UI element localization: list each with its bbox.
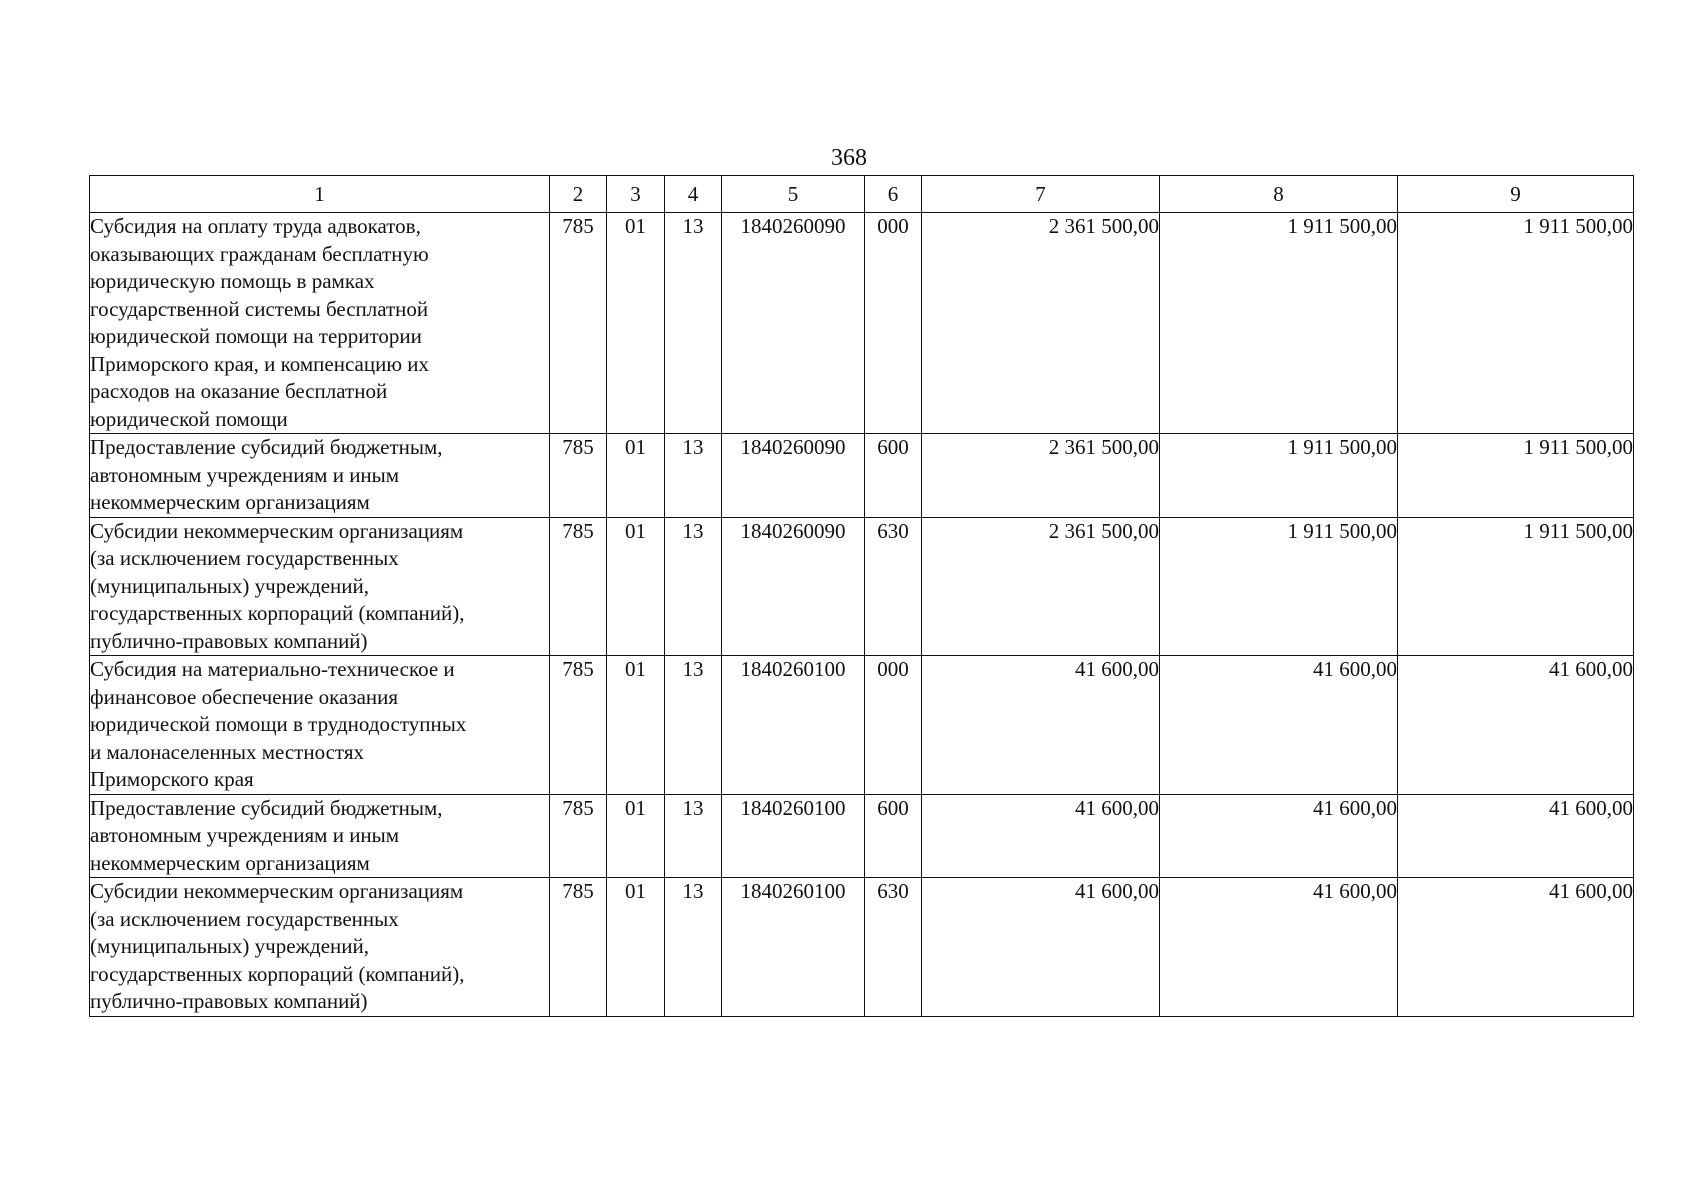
amount-8-cell: 1 911 500,00 <box>1160 517 1398 656</box>
amount-7-cell: 41 600,00 <box>922 656 1160 795</box>
code-2-cell: 785 <box>550 656 607 795</box>
amount-9-cell: 41 600,00 <box>1398 656 1634 795</box>
amount-8-cell: 41 600,00 <box>1160 878 1398 1017</box>
row-name-line: государственных корпораций (компаний), <box>90 601 465 625</box>
row-name-cell <box>90 213 550 434</box>
code-6-cell: 600 <box>865 794 922 878</box>
header-row <box>90 176 1634 213</box>
row-name-line: финансовое обеспечение оказания <box>90 684 399 709</box>
row-name-line: юридическую помощь в рамках <box>90 269 375 293</box>
code-3-cell: 01 <box>607 213 665 434</box>
row-name-line: Субсидии некоммерческим организациям <box>90 879 464 903</box>
amount-8-cell: 1 911 500,00 <box>1160 213 1398 434</box>
row-name-line: Предоставление субсидий бюджетным, <box>90 795 443 820</box>
row-name-cell <box>90 434 550 518</box>
code-5-cell: 1840260100 <box>722 878 865 1017</box>
row-name-line: юридической помощи <box>90 406 288 431</box>
amount-9-cell: 41 600,00 <box>1398 878 1634 1017</box>
code-6-cell: 630 <box>865 517 922 656</box>
code-2-cell: 785 <box>550 434 607 518</box>
header-cell: 8 <box>1160 176 1398 213</box>
row-name-line: юридической помощи в труднодоступных <box>90 712 467 736</box>
amount-9-cell: 41 600,00 <box>1398 794 1634 878</box>
code-4-cell: 13 <box>665 213 722 434</box>
code-2-cell: 785 <box>550 213 607 434</box>
row-name-line: некоммерческим организациям <box>90 490 370 514</box>
row-name-line: Предоставление субсидий бюджетным, <box>90 435 443 459</box>
header-cell: 2 <box>550 176 607 213</box>
amount-7-cell: 2 361 500,00 <box>922 213 1160 434</box>
row-name-line: (муниципальных) учреждений, <box>90 934 369 958</box>
row-name-cell <box>90 517 550 656</box>
code-2-cell: 785 <box>550 878 607 1017</box>
header-cell: 9 <box>1398 176 1634 213</box>
header-cell: 1 <box>90 176 550 213</box>
row-name-cell <box>90 878 550 1017</box>
row-name-line: публично-правовых компаний) <box>90 628 368 653</box>
row-name-line: автономным учреждениям и иным <box>90 823 400 847</box>
amount-9-cell: 1 911 500,00 <box>1398 517 1634 656</box>
code-3-cell: 01 <box>607 794 665 878</box>
row-name-line: автономным учреждениям и иным <box>90 462 400 487</box>
code-4-cell: 13 <box>665 794 722 878</box>
amount-8-cell: 41 600,00 <box>1160 794 1398 878</box>
code-2-cell: 785 <box>550 517 607 656</box>
row-name-line: Субсидия на оплату труда адвокатов, <box>90 214 421 238</box>
row-name-line: расходов на оказание бесплатной <box>90 379 388 403</box>
page-number: 368 <box>831 145 867 171</box>
row-name-line: Субсидии некоммерческим организациям <box>90 518 464 543</box>
code-5-cell: 1840260090 <box>722 517 865 656</box>
code-4-cell: 13 <box>665 656 722 795</box>
table-row <box>90 656 1634 795</box>
code-5-cell: 1840260090 <box>722 434 865 518</box>
row-name-line: (за исключением государственных <box>90 906 399 931</box>
table-row <box>90 794 1634 878</box>
table-row <box>90 434 1634 518</box>
row-name-line: оказывающих гражданам бесплатную <box>90 241 429 266</box>
code-4-cell: 13 <box>665 878 722 1017</box>
amount-8-cell: 41 600,00 <box>1160 656 1398 795</box>
code-4-cell: 13 <box>665 517 722 656</box>
code-3-cell: 01 <box>607 656 665 795</box>
table-row <box>90 213 1634 434</box>
code-6-cell: 600 <box>865 434 922 518</box>
budget-table <box>89 175 1634 1017</box>
code-5-cell: 1840260090 <box>722 213 865 434</box>
code-2-cell: 785 <box>550 794 607 878</box>
table-row <box>90 878 1634 1017</box>
code-3-cell: 01 <box>607 434 665 518</box>
code-6-cell: 630 <box>865 878 922 1017</box>
row-name-cell <box>90 794 550 878</box>
code-5-cell: 1840260100 <box>722 656 865 795</box>
code-4-cell: 13 <box>665 434 722 518</box>
row-name-line: некоммерческим организациям <box>90 850 370 875</box>
header-cell: 5 <box>722 176 865 213</box>
row-name-line: Приморского края, и компенсацию их <box>90 351 430 376</box>
header-cell: 3 <box>607 176 665 213</box>
amount-7-cell: 2 361 500,00 <box>922 517 1160 656</box>
table-row <box>90 517 1634 656</box>
amount-8-cell: 1 911 500,00 <box>1160 434 1398 518</box>
amount-7-cell: 41 600,00 <box>922 794 1160 878</box>
amount-7-cell: 41 600,00 <box>922 878 1160 1017</box>
row-name-line: публично-правовых компаний) <box>90 989 368 1013</box>
amount-9-cell: 1 911 500,00 <box>1398 213 1634 434</box>
code-3-cell: 01 <box>607 878 665 1017</box>
row-name-cell <box>90 656 550 795</box>
code-3-cell: 01 <box>607 517 665 656</box>
code-5-cell: 1840260100 <box>722 794 865 878</box>
row-name-line: и малонаселенных местностях <box>90 739 364 764</box>
row-name-line: государственной системы бесплатной <box>90 296 429 321</box>
header-cell: 4 <box>665 176 722 213</box>
row-name-line: Субсидия на материально-техническое и <box>90 657 455 681</box>
code-6-cell: 000 <box>865 656 922 795</box>
table-body <box>90 213 1634 1017</box>
header-cell: 7 <box>922 176 1160 213</box>
row-name-line: (за исключением государственных <box>90 546 399 570</box>
amount-9-cell: 1 911 500,00 <box>1398 434 1634 518</box>
row-name-line: юридической помощи на территории <box>90 324 422 348</box>
amount-7-cell: 2 361 500,00 <box>922 434 1160 518</box>
header-cell: 6 <box>865 176 922 213</box>
code-6-cell: 000 <box>865 213 922 434</box>
row-name-line: Приморского края <box>90 767 254 791</box>
row-name-line: (муниципальных) учреждений, <box>90 573 369 598</box>
row-name-line: государственных корпораций (компаний), <box>90 961 465 986</box>
